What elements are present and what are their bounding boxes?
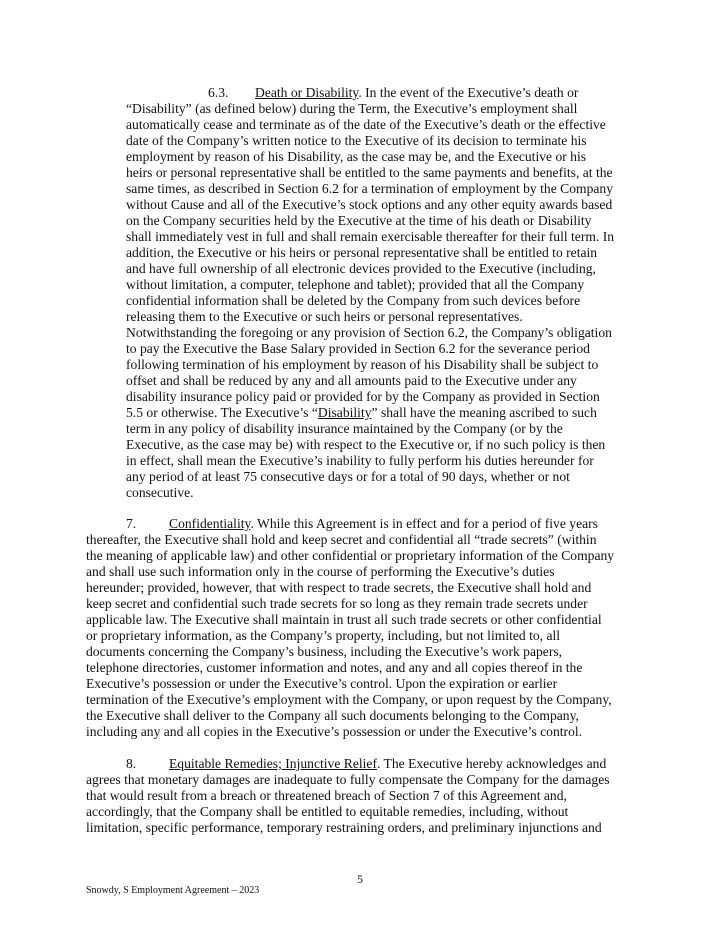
- section-7-line: or proprietary information, as the Company’s property, including, but not limited to, all: [86, 628, 561, 643]
- section-6-3-line: any period of at least 75 consecutive days or for a total of 90 days, whether or not: [126, 469, 570, 484]
- section-6-3-heading: Death or Disability: [255, 85, 359, 100]
- section-7-line: and shall use such information only in the course of performing the Executive’s duties: [86, 564, 555, 579]
- section-7-line: hereunder; provided, however, that with respect to trade secrets, the Executive shall hold and: [86, 580, 592, 595]
- section-6-3-line: on the Company securities held by the Executive at the time of his death or Disability: [126, 213, 592, 228]
- section-7-line: documents concerning the Company’s business, including the Executive’s work papers,: [86, 644, 563, 659]
- section-6-3-line: automatically cease and terminate as of the date of the Executive’s death or the effective: [126, 117, 606, 132]
- section-7-line: the Executive shall deliver to the Company all such documents belonging to the Company,: [86, 708, 579, 723]
- section-8-line: accordingly, that the Company shall be entitled to equitable remedies, including, without: [86, 804, 569, 819]
- section-7-heading: Confidentiality: [169, 516, 251, 531]
- section-6-3-after-term: ” shall have the meaning ascribed to such: [371, 405, 597, 420]
- section-6-3-line: “Disability” (as defined below) during the Term, the Executive’s employment shall: [126, 101, 578, 116]
- section-6-3-first-line: [208, 85, 578, 101]
- section-6-3-number: 6.3.: [208, 85, 229, 100]
- section-6-3-line: Executive, as the case may be) with respect to the Executive or, if no such policy is then: [126, 437, 606, 452]
- section-7-line: applicable law. The Executive shall maintain in trust all such trade secrets or other confidential: [86, 612, 602, 627]
- section-8-line: limitation, specific performance, temporary restraining orders, and preliminary injunctions and: [86, 820, 602, 835]
- section-7-first-line: [126, 516, 598, 532]
- section-6-3-line: shall immediately vest in full and shall remain exercisable thereafter for their full term. In: [126, 229, 615, 244]
- section-6-3-line: to pay the Executive the Base Salary provided in Section 6.2 for the severance period: [126, 341, 590, 356]
- section-7-number: 7.: [126, 516, 137, 531]
- section-6-3-line: confidential information shall be deleted by the Company from such devices before: [126, 293, 581, 308]
- section-6-3-defined-term-line: [126, 405, 597, 421]
- document-footer: Snowdy, S Employment Agreement – 2023: [86, 885, 260, 896]
- section-7-first-line-rest: . While this Agreement is in effect and for a period of five years: [250, 516, 598, 531]
- section-6-3-line-0: . In the event of the Executive’s death or: [358, 85, 579, 100]
- section-6-3-line: heirs or personal representative shall be entitled to the same payments and benefits, at the: [126, 165, 613, 180]
- section-6-3-line: and have full ownership of all electronic devices provided to the Executive (including,: [126, 261, 596, 276]
- section-6-3-line: in effect, shall mean the Executive’s inability to fully perform his duties hereunder for: [126, 453, 594, 468]
- page-number: 5: [357, 872, 363, 886]
- section-8-first-line: [126, 756, 606, 772]
- section-6-3-line: employment by reason of his Disability, as the case may be, and the Executive or his: [126, 149, 587, 164]
- section-6-3-line: offset and shall be reduced by any and all amounts paid to the Executive under any: [126, 373, 577, 388]
- section-7-line: the meaning of applicable law) and other confidential or proprietary information of the Company: [86, 548, 615, 563]
- section-7-line: including any and all copies in the Executive’s possession or under the Executive’s control.: [86, 724, 583, 739]
- section-6-3-line: same times, as described in Section 6.2 for a termination of employment by the Company: [126, 181, 613, 196]
- section-7-line: termination of the Executive’s employment with the Company, or upon request by the Company,: [86, 692, 612, 707]
- section-8-number: 8.: [126, 756, 137, 771]
- section-7-line: keep secret and confidential such trade secrets for so long as they remain trade secrets under: [86, 596, 588, 611]
- section-6-3-line: Notwithstanding the foregoing or any provision of Section 6.2, the Company’s obligation: [126, 325, 612, 340]
- section-6-3-line: consecutive.: [126, 485, 194, 500]
- section-6-3-line: addition, the Executive or his heirs or personal representative shall be entitled to retain: [126, 245, 598, 260]
- section-7-line: thereafter, the Executive shall hold and keep secret and confidential all “trade secrets” (within: [86, 532, 597, 547]
- defined-term-disability: Disability: [317, 405, 372, 420]
- section-8-heading: Equitable Remedies; Injunctive Relief: [169, 756, 377, 771]
- section-8-line: that would result from a breach or threatened breach of Section 7 of this Agreement and,: [86, 788, 567, 803]
- section-7-line: telephone directories, customer information and notes, and any and all copies thereof in the: [86, 660, 583, 675]
- section-6-3-line: releasing them to the Executive or such heirs or personal representatives.: [126, 309, 523, 324]
- section-8-first-line-rest: . The Executive hereby acknowledges and: [377, 756, 607, 771]
- section-7-line: Executive’s possession or under the Executive’s control. Upon the expiration or earlier: [86, 676, 558, 691]
- section-6-3-line: without limitation, a computer, telephone and tablet); provided that all the Company: [126, 277, 585, 292]
- section-6-3-line: date of the Company’s written notice to the Executive of its decision to terminate his: [126, 133, 587, 148]
- section-6-3-line: term in any policy of disability insurance maintained by the Company (or by the: [126, 421, 563, 436]
- section-8-line: agrees that monetary damages are inadequate to fully compensate the Company for the damages: [86, 772, 610, 787]
- section-6-3-line: following termination of his employment by reason of his Disability shall be subject to: [126, 357, 599, 372]
- section-6-3-line-20: 5.5 or otherwise. The Executive’s “: [126, 405, 318, 420]
- section-6-3-line: without Cause and all of the Executive’s stock options and any other equity awards based: [126, 197, 613, 212]
- section-6-3-line: disability insurance policy paid or provided for by the Company as provided in Section: [126, 389, 600, 404]
